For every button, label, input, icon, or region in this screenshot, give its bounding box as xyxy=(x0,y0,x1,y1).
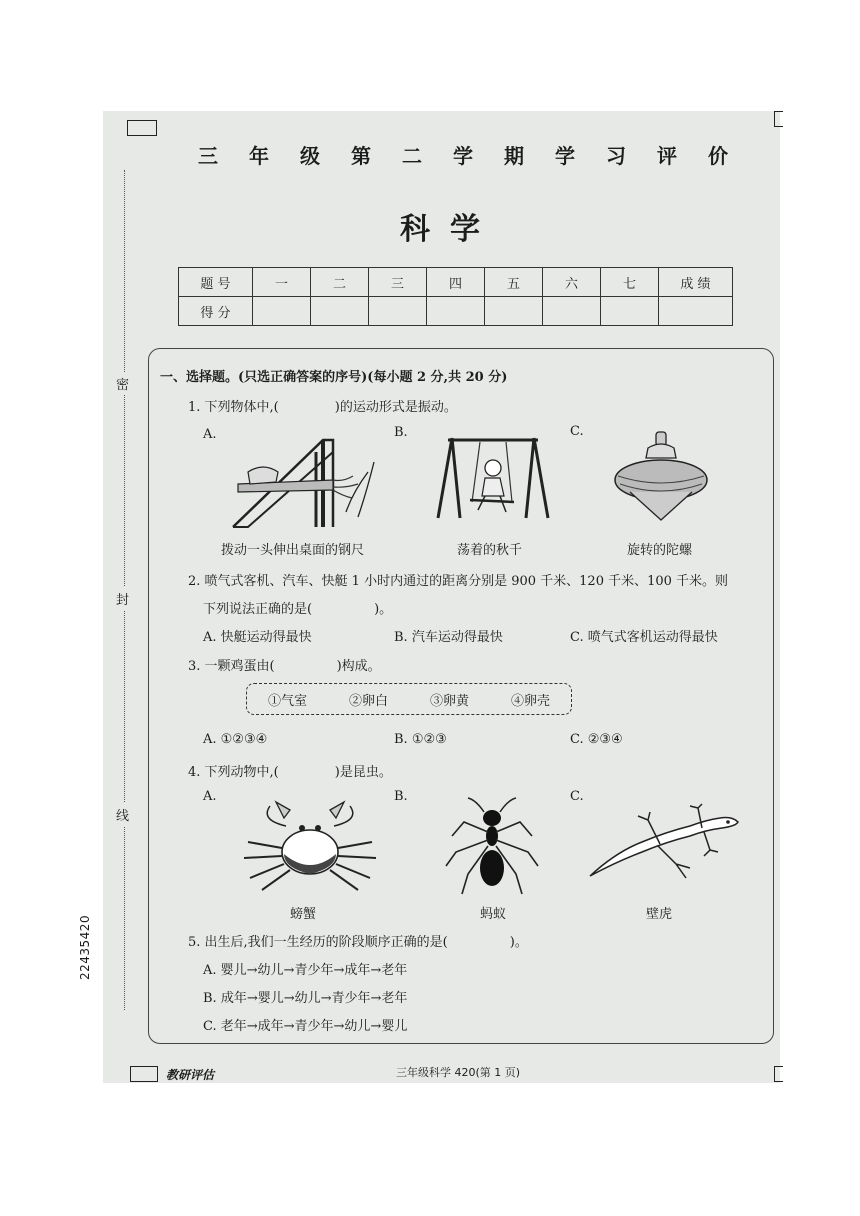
q2-option-c: C. 喷气式客机运动得最快 xyxy=(570,630,718,645)
swing-illustration xyxy=(430,430,555,520)
footer-left-label: 教研评估 xyxy=(166,1068,215,1082)
q1-option-b-label: B. xyxy=(394,425,408,440)
q3-option-a: A. ①②③④ xyxy=(203,732,268,747)
serial-number: 22435420 xyxy=(78,914,92,980)
score-table-header-row xyxy=(179,268,733,297)
egg-parts-box xyxy=(246,683,572,715)
q1-option-c-label: C. xyxy=(570,424,584,439)
table-cell: 六 xyxy=(543,268,601,297)
score-table xyxy=(178,267,733,326)
q3-option-b: B. ①②③ xyxy=(394,732,447,747)
egg-part: ①气室 xyxy=(267,693,307,709)
q4-caption-crab: 螃蟹 xyxy=(290,907,317,922)
egg-part: ③卵黄 xyxy=(429,693,469,709)
q4-option-a-label: A. xyxy=(203,789,217,804)
q2-option-b: B. 汽车运动得最快 xyxy=(394,630,503,645)
table-cell: 五 xyxy=(485,268,543,297)
score-cell[interactable] xyxy=(427,297,485,326)
table-cell: 四 xyxy=(427,268,485,297)
ruler-on-desk-illustration xyxy=(228,432,378,530)
binding-char-xian: 线 xyxy=(116,803,129,826)
table-cell: 三 xyxy=(369,268,427,297)
q2-option-a: A. 快艇运动得最快 xyxy=(203,630,312,645)
q4-caption-gecko: 壁虎 xyxy=(646,907,673,922)
corner-mark-top-left xyxy=(127,120,157,136)
q5-stem: 5. 出生后,我们一生经历的阶段顺序正确的是( )。 xyxy=(188,935,528,950)
score-cell[interactable] xyxy=(601,297,659,326)
binding-char-mi: 密 xyxy=(116,372,129,395)
q1-option-a-label: A. xyxy=(203,427,217,442)
footer-page-info: 三年级科学 420(第 1 页) xyxy=(396,1066,521,1079)
score-cell[interactable] xyxy=(485,297,543,326)
exam-title: 三 年 级 第 二 学 期 学 习 评 价 xyxy=(198,144,728,168)
egg-part: ④卵壳 xyxy=(510,693,550,709)
q5-option-b: B. 成年→婴儿→幼儿→青少年→老年 xyxy=(203,991,408,1006)
corner-mark-top-right xyxy=(774,111,783,127)
q4-option-c-label: C. xyxy=(570,789,584,804)
egg-part: ②卵白 xyxy=(348,693,388,709)
q5-option-c: C. 老年→成年→青少年→幼儿→婴儿 xyxy=(203,1019,408,1034)
table-cell: 二 xyxy=(311,268,369,297)
table-cell: 一 xyxy=(253,268,311,297)
q1-stem: 1. 下列物体中,( )的运动形式是振动。 xyxy=(188,400,457,415)
spinning-top-illustration xyxy=(612,428,712,524)
q4-option-b-label: B. xyxy=(394,789,408,804)
gecko-illustration xyxy=(586,802,740,884)
table-cell: 成 绩 xyxy=(659,268,733,297)
q5-option-a: A. 婴儿→幼儿→青少年→成年→老年 xyxy=(203,963,408,978)
table-cell: 题 号 xyxy=(179,268,253,297)
q1-caption-top: 旋转的陀螺 xyxy=(627,543,693,558)
q2-stem-line1: 2. 喷气式客机、汽车、快艇 1 小时内通过的距离分别是 900 千米、120 千米、100 千米。则 xyxy=(188,574,729,589)
score-cell[interactable] xyxy=(659,297,733,326)
table-cell: 七 xyxy=(601,268,659,297)
q3-option-c: C. ②③④ xyxy=(570,732,623,747)
ant-illustration xyxy=(442,796,542,896)
q4-caption-ant: 蚂蚁 xyxy=(480,907,507,922)
score-cell[interactable] xyxy=(369,297,427,326)
score-cell[interactable] xyxy=(253,297,311,326)
score-cell[interactable] xyxy=(543,297,601,326)
crab-illustration xyxy=(240,796,380,894)
q4-stem: 4. 下列动物中,( )是昆虫。 xyxy=(188,765,392,780)
corner-mark-bottom-left xyxy=(130,1066,158,1082)
table-cell: 得 分 xyxy=(179,297,253,326)
q2-stem-line2: 下列说法正确的是( )。 xyxy=(203,602,393,617)
score-table-score-row xyxy=(179,297,733,326)
subject-title: 科学 xyxy=(400,212,500,247)
score-cell[interactable] xyxy=(311,297,369,326)
section-heading: 一、选择题。(只选正确答案的序号)(每小题 2 分,共 20 分) xyxy=(160,370,508,385)
q3-stem: 3. 一颗鸡蛋由( )构成。 xyxy=(188,659,381,674)
q1-caption-swing: 荡着的秋千 xyxy=(457,543,523,558)
q1-caption-ruler: 拨动一头伸出桌面的钢尺 xyxy=(221,543,365,558)
binding-char-feng: 封 xyxy=(116,587,129,610)
corner-mark-bottom-right xyxy=(774,1066,783,1082)
